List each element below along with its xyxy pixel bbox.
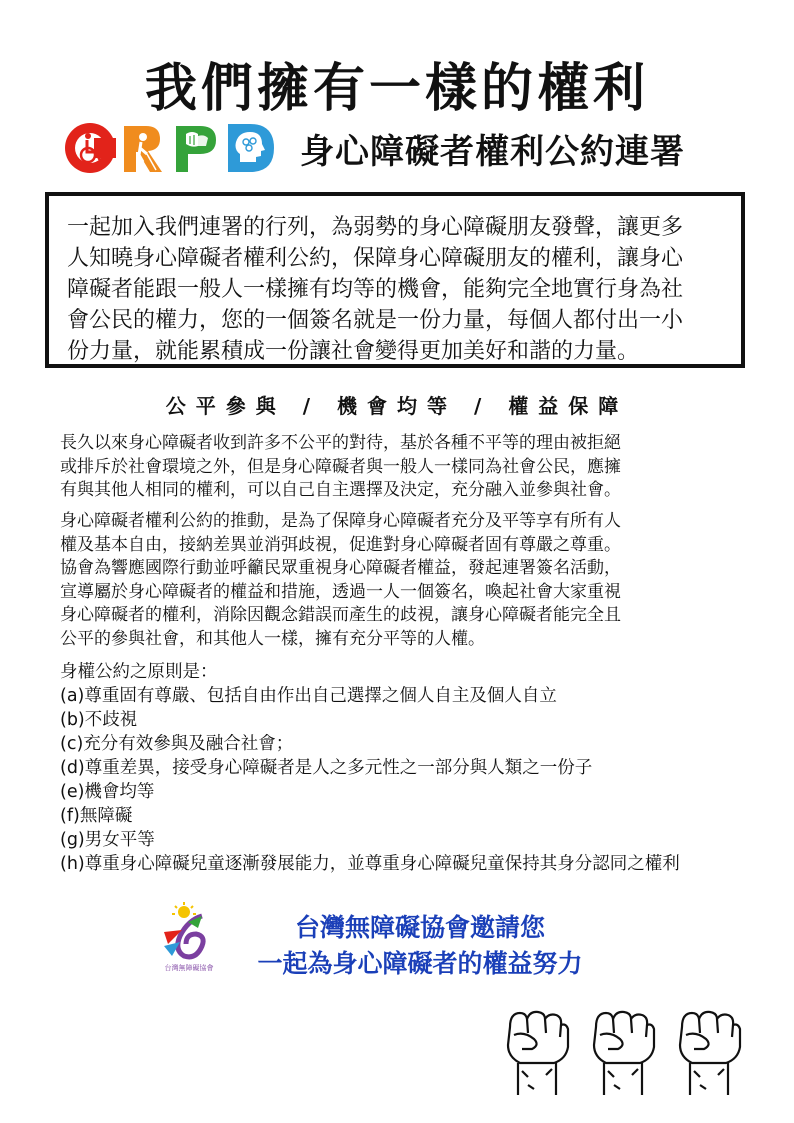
page-subtitle: 身心障礙者權利公約連署	[300, 132, 685, 172]
page-title: 我們擁有一樣的權利	[144, 59, 649, 119]
intro-line: 障礙者能跟一般人一樣擁有均等的機會，能夠完全地實行身為社	[67, 277, 684, 302]
invitation-text	[220, 910, 620, 982]
principle-item: (d)尊重差異，接受身心障礙者是人之多元性之一部分與人類之一份子	[60, 758, 593, 778]
raised-fist-icon	[500, 1005, 574, 1099]
invitation-line: 台灣無障礙協會邀請您	[294, 913, 545, 942]
paragraph-line: 或排斥於社會環境之外，但是身心障礙者與一般人一樣同為社會公民，應擁	[60, 456, 621, 477]
paragraph-line: 長久以來身心障礙者收到許多不公平的對待，基於各種不平等的理由被拒絕	[60, 433, 621, 453]
intro-line: 一起加入我們連署的行列，為弱勢的身心障礙朋友發聲，讓更多	[67, 215, 684, 240]
paragraph-line: 協會為響應國際行動並呼籲民眾重視身心障礙者權益，發起連署簽名活動，	[60, 558, 621, 578]
raised-fist-icon	[672, 1005, 746, 1099]
head-brain-icon	[224, 122, 276, 174]
raised-fists	[500, 1005, 746, 1099]
association-logo	[158, 902, 220, 974]
principle-item: (f)無障礙	[60, 806, 133, 826]
wheelchair-icon	[64, 122, 116, 174]
intro-line: 會公民的權力，您的一個簽名就是一份力量，每個人都付出一小	[67, 308, 684, 333]
crpd-icon-row	[64, 122, 276, 174]
sun-icon	[172, 902, 196, 918]
principle-item: (h)尊重身心障礙兒童逐漸發展能力，並尊重身心障礙兒童保持其身分認同之權利	[60, 854, 680, 874]
logo-text: 台灣無障礙協會	[164, 964, 214, 972]
paragraph-line: 身心障礙者的權利，消除因觀念錯誤而產生的歧視，讓身心障礙者能完全且	[60, 605, 621, 625]
principle-item: (a)尊重固有尊嚴、包括自由作出自己選擇之個人自主及個人自立	[60, 686, 557, 706]
paragraph-line: 公平的參與社會，和其他人一樣，擁有充分平等的人權。	[60, 628, 485, 649]
paragraph-background	[60, 432, 740, 503]
intro-box	[45, 192, 745, 368]
principle-item: (c)充分有效參與及融合社會；	[60, 734, 294, 754]
paragraph-line: 有與其他人相同的權利，可以自己自主選擇及決定，充分融入並參與社會。	[60, 480, 621, 500]
intro-line: 份力量，就能累積成一份讓社會變得更加美好和諧的力量。	[67, 339, 640, 364]
sign-language-icon	[172, 122, 220, 174]
principle-item: (g)男女平等	[60, 830, 155, 850]
principles-heading: 身權公約之原則是：	[60, 662, 218, 682]
principle-item: (e)機會均等	[60, 782, 155, 802]
blind-person-cane-icon	[120, 122, 168, 174]
paragraph-line: 宣導屬於身心障礙者的權益和措施，透過一人一個簽名，喚起社會大家重視	[60, 581, 621, 602]
principle-item: (b)不歧視	[60, 710, 138, 730]
paragraph-line: 身心障礙者權利公約的推動，是為了保障身心障礙者充分及平等享有所有人	[60, 511, 621, 531]
paragraph-convention	[60, 510, 740, 651]
principles-list	[60, 660, 780, 876]
raised-fist-icon	[586, 1005, 660, 1099]
intro-line: 人知曉身心障礙者權利公約，保障身心障礙朋友的權利，讓身心	[67, 246, 684, 271]
paragraph-line: 權及基本自由，接納差異並消弭歧視，促進對身心障礙者固有尊嚴之尊重。	[60, 534, 621, 555]
invitation-line: 一起為身心障礙者的權益努力	[257, 949, 583, 978]
tagline: 公平參與 / 機會均等 / 權益保障	[165, 394, 629, 418]
